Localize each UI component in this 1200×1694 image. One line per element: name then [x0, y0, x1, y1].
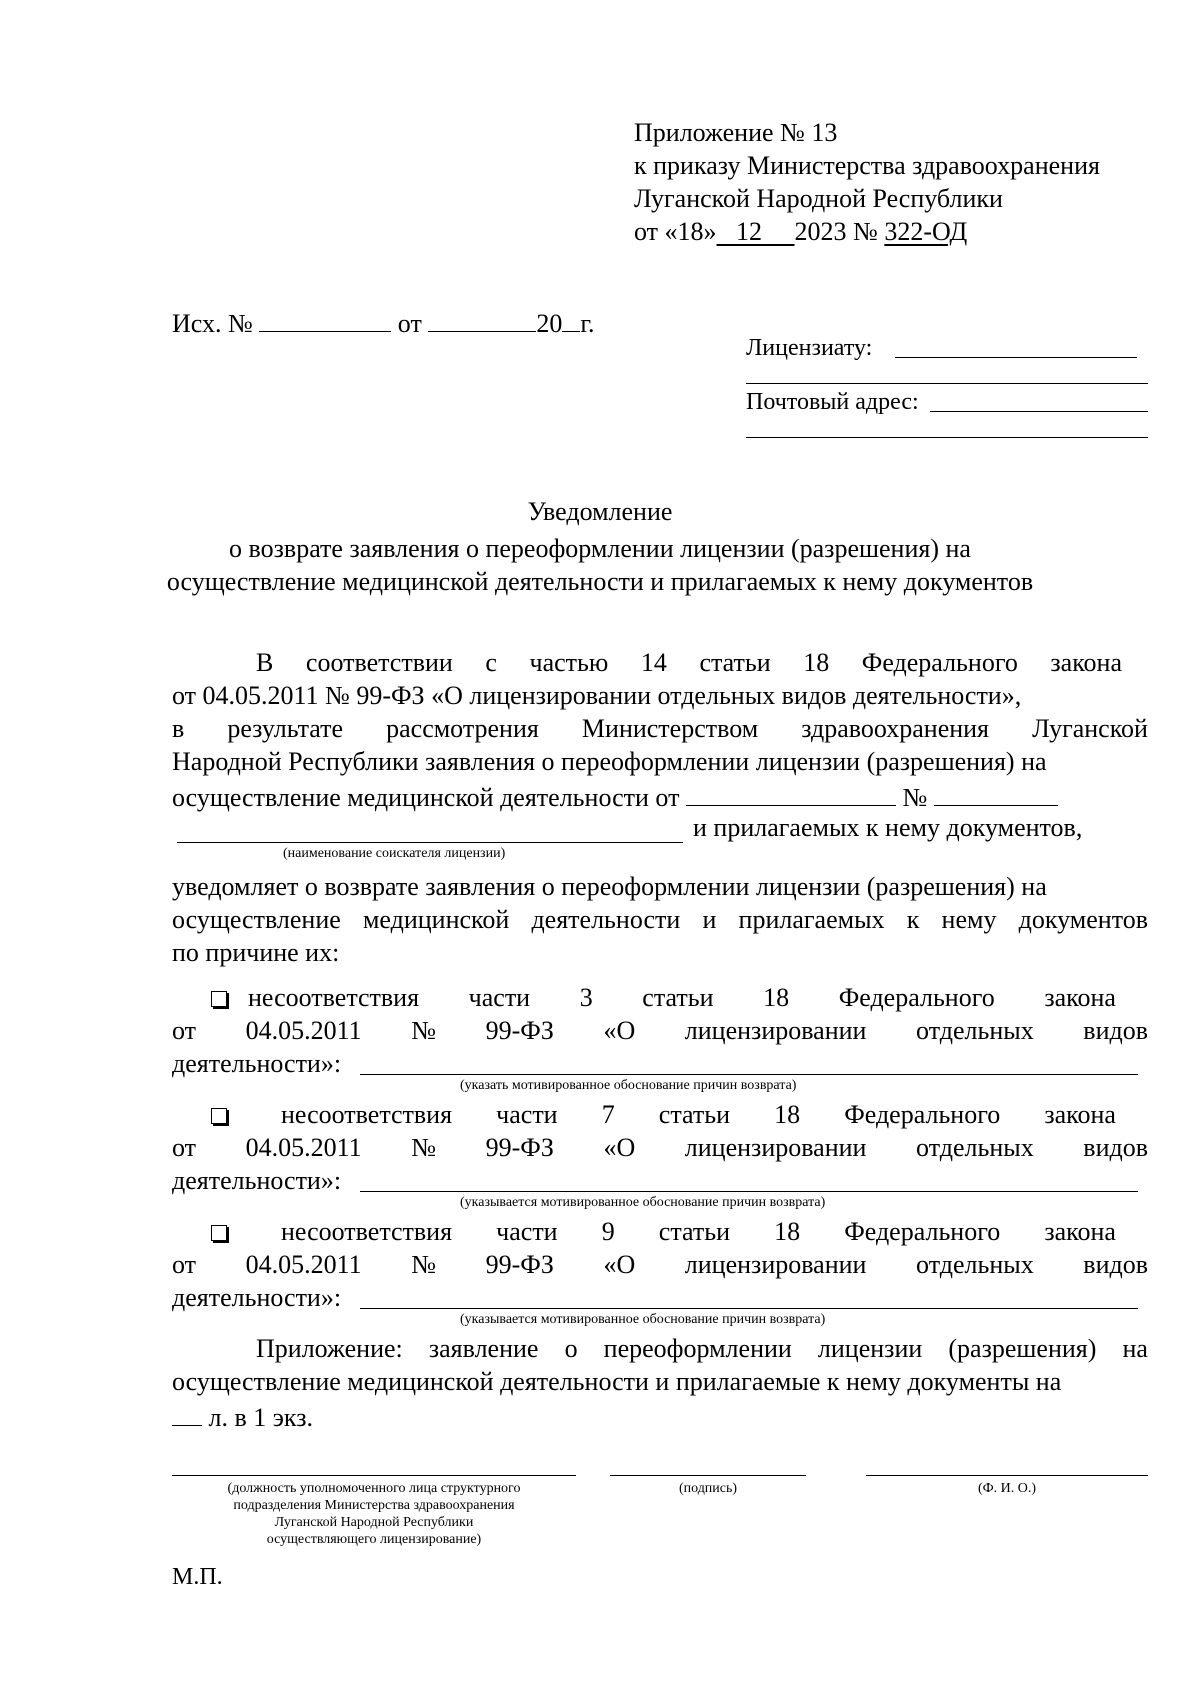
order-reference: к приказу Министерства здравоохранения	[634, 151, 1100, 180]
p2-line2: осуществление медицинской деятельности и прилагаемых к нему документов	[172, 905, 1148, 934]
p1-line3: в результате рассмотрения Министерством здравоохранения Луганской	[172, 714, 1148, 743]
postal-address-field-extra[interactable]	[746, 437, 1148, 438]
application-number-field[interactable]	[934, 779, 1058, 806]
p2-line3: по причине их:	[172, 938, 340, 967]
reason-2-line1: несоответствия части 7 статьи 18 Федерального закона	[281, 1100, 1116, 1129]
outgoing-year-suffix: г.	[580, 309, 595, 338]
position-caption-1: (должность уполномоченного лица структурного	[227, 1481, 521, 1496]
reason-2-caption: (указывается мотивированное обоснование причин возврата)	[460, 1195, 826, 1210]
p1-line6: и прилагаемых к нему документов,	[693, 813, 1083, 842]
application-date-field[interactable]	[686, 779, 896, 806]
title-heading: Уведомление	[527, 497, 673, 526]
position-field[interactable]	[172, 1475, 576, 1476]
order-number: 322-ОД	[884, 217, 968, 246]
outgoing-date-field[interactable]	[428, 305, 536, 332]
p2-line1: уведомляет о возврате заявления о переоформлении лицензии (разрешения) на	[172, 872, 1047, 901]
reason-1-checkbox[interactable]	[211, 982, 247, 1014]
name-caption: (Ф. И. О.)	[977, 1481, 1037, 1496]
outgoing-number-field[interactable]	[259, 305, 391, 332]
outgoing-year-field[interactable]	[562, 305, 580, 332]
outgoing-year: 20	[536, 309, 563, 338]
reason-2-line2: от 04.05.2011 № 99-ФЗ «О лицензировании отдельных видов	[172, 1133, 1148, 1162]
reason-1-caption: (указать мотивированное обоснование причин возврата)	[460, 1078, 797, 1093]
reason-3-line1: несоответствия части 9 статьи 18 Федерального закона	[281, 1217, 1116, 1246]
licensee-field[interactable]	[895, 357, 1137, 358]
p1-line1: В соответствии с частью 14 статьи 18 Федерального закона	[256, 648, 1122, 677]
position-caption-3: Луганской Народной Республики	[274, 1515, 474, 1530]
position-caption-2: подразделения Министерства здравоохранения	[233, 1498, 515, 1513]
reason-3-line2: от 04.05.2011 № 99-ФЗ «О лицензировании отдельных видов	[172, 1250, 1148, 1279]
p1-line5: осуществление медицинской деятельности от №	[172, 779, 1058, 814]
postal-address-field[interactable]	[930, 411, 1148, 412]
reason-3-caption: (указывается мотивированное обоснование причин возврата)	[460, 1312, 826, 1327]
reason-2-checkbox[interactable]	[211, 1099, 247, 1131]
reason-3-checkbox[interactable]	[211, 1216, 247, 1248]
order-date-line	[634, 216, 967, 248]
reason-1-line3: деятельности»:	[172, 1049, 342, 1078]
attachment-line3: л. в 1 экз.	[172, 1399, 313, 1434]
position-caption-4: осуществляющего лицензирование)	[266, 1532, 482, 1547]
full-name-field[interactable]	[866, 1475, 1148, 1476]
postal-address-label: Почтовый адрес:	[746, 389, 919, 415]
reason-2-justification-field[interactable]	[360, 1191, 1138, 1192]
attachment-pages-field[interactable]	[172, 1399, 202, 1426]
licensee-field-extra[interactable]	[746, 383, 1148, 384]
stamp-placeholder: М.П.	[172, 1564, 223, 1590]
title-subheading-2: осуществление медицинской деятельности и прилагаемых к нему документов	[166, 567, 1034, 596]
attachment-line2: осуществление медицинской деятельности и прилагаемые к нему документы на	[172, 1367, 1062, 1396]
applicant-caption: (наименование соискателя лицензии)	[283, 846, 506, 861]
p1-line4: Народной Республики заявления о переоформлении лицензии (разрешения) на	[172, 747, 1047, 776]
signature-field[interactable]	[610, 1475, 806, 1476]
order-year-no: 2023 №	[794, 217, 878, 246]
outgoing-from-label: от	[397, 309, 422, 338]
reason-3-justification-field[interactable]	[360, 1308, 1138, 1309]
appendix-number: Приложение № 13	[634, 118, 838, 147]
applicant-name-field[interactable]	[177, 842, 683, 843]
reason-1-line2: от 04.05.2011 № 99-ФЗ «О лицензировании отдельных видов	[172, 1016, 1148, 1045]
outgoing-number-line	[172, 305, 595, 340]
reason-1-line1: несоответствия части 3 статьи 18 Федерального закона	[248, 983, 1116, 1012]
title-subheading-1: о возврате заявления о переоформлении лицензии (разрешения) на	[229, 534, 971, 563]
p1-line2: от 04.05.2011 № 99-ФЗ «О лицензировании отдельных видов деятельности»,	[172, 681, 1022, 710]
outgoing-label: Исх. №	[172, 309, 253, 338]
republic-name: Луганской Народной Республики	[634, 184, 1003, 213]
attachment-line1: Приложение: заявление о переоформлении лицензии (разрешения) на	[256, 1334, 1148, 1363]
order-month: 12	[736, 217, 763, 246]
signature-caption: (подпись)	[678, 1481, 738, 1496]
reason-2-line3: деятельности»:	[172, 1166, 342, 1195]
licensee-label: Лицензиату:	[746, 335, 873, 361]
reason-3-line3: деятельности»:	[172, 1283, 342, 1312]
order-date-prefix: от «18»	[634, 217, 717, 246]
reason-1-justification-field[interactable]	[360, 1074, 1138, 1075]
